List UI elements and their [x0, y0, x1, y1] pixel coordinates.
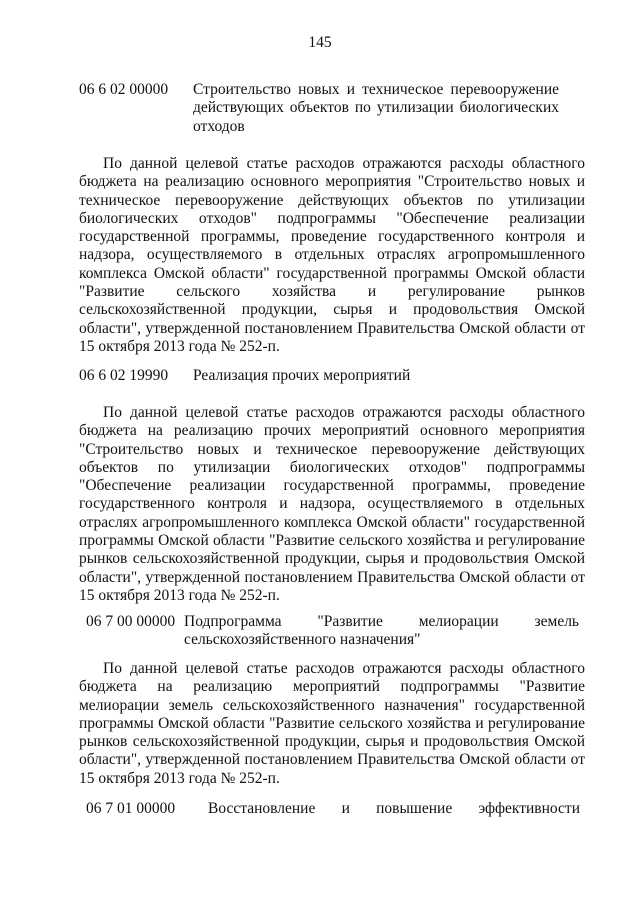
- budget-code: 06 7 01 00000: [86, 800, 176, 817]
- section-title: Восстановление и повышение эффективности: [208, 800, 580, 817]
- budget-code: 06 6 02 19990: [79, 367, 169, 384]
- section-title: Строительство новых и техническое перевооружение действующих объектов по утилизации биологических отходов: [193, 81, 559, 135]
- description-paragraph: По данной целевой статье расходов отражаются расходы областного бюджета на реализацию прочих мероприятий основного мероприятия "Строительство новых и техническое перевооружение действующих объектов по утилизации биологических отходов" подпрограммы "Обеспечение реализации государственной программы, проведение государственного контроля и надзора, осуществляемого в отдельных отраслях агропромышленного комплекса Омской области" государственной программы Омской области "Развитие сельского хозяйства и регулирование рынков сельскохозяйственной продукции, сырья и продовольствия Омской области", утвержденной постановлением Правительства Омской области от 15 октября 2013 года № 252-п.: [79, 404, 585, 604]
- section-title: Реализация прочих мероприятий: [193, 367, 411, 384]
- budget-code: 06 7 00 00000: [86, 613, 176, 630]
- description-paragraph: По данной целевой статье расходов отражаются расходы областного бюджета на реализацию мероприятий подпрограммы "Развитие мелиорации земель сельскохозяйственного назначения" государственной программы Омской области "Развитие сельского хозяйства и регулирование рынков сельскохозяйственной продукции, сырья и продовольствия Омской области", утвержденной постановлением Правительства Омской области от 15 октября 2013 года № 252-п.: [79, 660, 585, 787]
- budget-code: 06 6 02 00000: [79, 81, 169, 98]
- description-paragraph: По данной целевой статье расходов отражаются расходы областного бюджета на реализацию основного мероприятия "Строительство новых и техническое перевооружение действующих объектов по утилизации биологических отходов" подпрограммы "Обеспечение реализации государственной программы, проведение государственного контроля и надзора, осуществляемого в отдельных отраслях агропромышленного комплекса Омской области" государственной программы Омской области "Развитие сельского хозяйства и регулирование рынков сельскохозяйственной продукции, сырья и продовольствия Омской области", утвержденной постановлением Правительства Омской области от 15 октября 2013 года № 252-п.: [79, 155, 585, 355]
- page-number: 145: [308, 34, 332, 51]
- section-title: Подпрограмма "Развитие мелиорации земель сельскохозяйственного назначения": [184, 613, 579, 649]
